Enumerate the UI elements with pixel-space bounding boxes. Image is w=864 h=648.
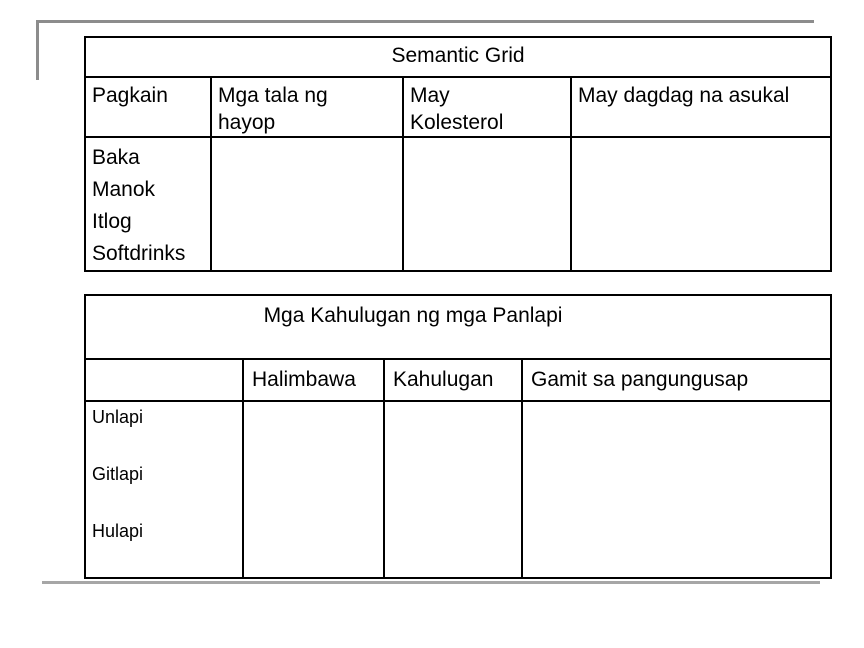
header-mga-tala-ng-hayop-line2: hayop bbox=[218, 111, 276, 134]
header-mga-tala-ng-hayop bbox=[211, 77, 403, 137]
header-kahulugan: Kahulugan bbox=[384, 359, 522, 401]
food-item-itlog: Itlog bbox=[92, 210, 132, 233]
food-item-baka: Baka bbox=[92, 146, 140, 169]
panlapi-table bbox=[84, 294, 832, 579]
header-may-kolesterol bbox=[403, 77, 571, 137]
empty-cell-mga-tala-ng-hayop bbox=[211, 137, 403, 271]
header-pagkain-text: Pagkain bbox=[92, 84, 168, 107]
decorative-left-rule bbox=[36, 20, 39, 80]
header-may-kolesterol-line2: Kolesterol bbox=[410, 111, 504, 134]
header-may-kolesterol-line1: May bbox=[410, 84, 450, 107]
empty-cell-kahulugan bbox=[384, 401, 522, 578]
header-halimbawa: Halimbawa bbox=[243, 359, 384, 401]
panlapi-title: Mga Kahulugan ng mga Panlapi bbox=[85, 295, 831, 359]
header-pagkain bbox=[85, 77, 211, 137]
empty-cell-halimbawa bbox=[243, 401, 384, 578]
empty-cell-may-kolesterol bbox=[403, 137, 571, 271]
panlapi-unlapi: Unlapi bbox=[92, 407, 144, 427]
header-may-dagdag-na-asukal bbox=[571, 77, 831, 137]
panlapi-list-cell bbox=[85, 401, 243, 578]
food-item-manok: Manok bbox=[92, 178, 156, 201]
panlapi-gitlapi: Gitlapi bbox=[92, 464, 144, 484]
empty-cell-gamit-sa-pangungusap bbox=[522, 401, 831, 578]
decorative-top-rule bbox=[36, 20, 814, 23]
header-may-dagdag-na-asukal-text: May dagdag na asukal bbox=[578, 84, 790, 107]
pagkain-list-cell bbox=[85, 137, 211, 271]
empty-cell-may-dagdag-na-asukal bbox=[571, 137, 831, 271]
panlapi-hulapi: Hulapi bbox=[92, 521, 144, 541]
header-gamit-sa-pangungusap: Gamit sa pangungusap bbox=[522, 359, 831, 401]
header-empty bbox=[85, 359, 243, 401]
food-item-softdrinks: Softdrinks bbox=[92, 242, 186, 265]
header-mga-tala-ng-hayop-line1: Mga tala ng bbox=[218, 84, 328, 107]
semantic-grid-title: Semantic Grid bbox=[85, 37, 831, 77]
semantic-grid-table bbox=[84, 36, 832, 272]
decorative-bottom-rule bbox=[42, 581, 820, 584]
